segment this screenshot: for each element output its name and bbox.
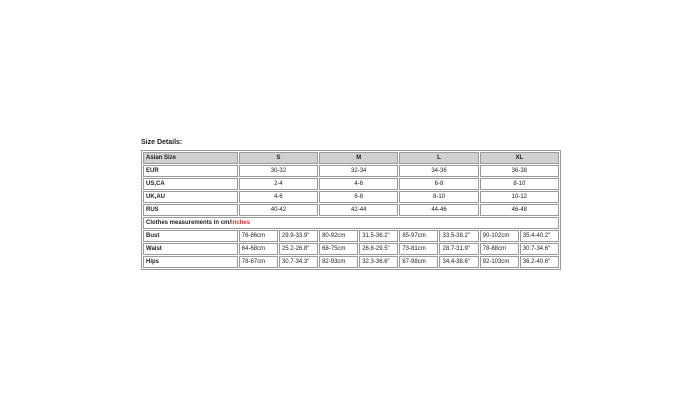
table-cell: 32-34: [319, 165, 398, 177]
cm-cell: 82-93cm: [319, 256, 358, 268]
table-cell: 42-44: [319, 204, 398, 216]
header-asian-size: Asian Size: [143, 152, 238, 164]
table-cell: 36-38: [480, 165, 559, 177]
cm-cell: 87-98cm: [399, 256, 438, 268]
table-row: [143, 165, 559, 177]
table-row: [143, 191, 559, 203]
table-row: [143, 204, 559, 216]
table-row: [143, 230, 559, 242]
cm-cell: 78-88cm: [480, 243, 519, 255]
section-prefix: Clothes measurements in cm/: [146, 220, 232, 226]
row-label: Bust: [143, 230, 238, 242]
row-label: Hips: [143, 256, 238, 268]
inch-cell: 28.7-31.9": [439, 243, 478, 255]
section-row: [143, 217, 559, 229]
inch-cell: 30.7-34.3": [279, 256, 318, 268]
header-row: [143, 152, 559, 164]
table-row: [143, 243, 559, 255]
table-cell: 4-6: [319, 178, 398, 190]
cm-cell: 68-75cm: [319, 243, 358, 255]
cm-cell: 78-87cm: [239, 256, 278, 268]
row-label: Waist: [143, 243, 238, 255]
cm-cell: 64-68cm: [239, 243, 278, 255]
cm-cell: 80-92cm: [319, 230, 358, 242]
row-label: EUR: [143, 165, 238, 177]
row-label: RUS: [143, 204, 238, 216]
table-cell: 8-10: [399, 191, 478, 203]
table-row: [143, 178, 559, 190]
row-label: UK,AU: [143, 191, 238, 203]
cm-cell: 85-97cm: [399, 230, 438, 242]
table-cell: 6-8: [319, 191, 398, 203]
measurements-section-label: [143, 217, 559, 229]
cm-cell: 92-103cm: [480, 256, 519, 268]
header-size-s: S: [239, 152, 318, 164]
header-size-l: L: [399, 152, 478, 164]
table-cell: 30-32: [239, 165, 318, 177]
inch-cell: 33.5-38.2": [439, 230, 478, 242]
size-details-block: [141, 138, 561, 270]
table-cell: 44-46: [399, 204, 478, 216]
table-row: [143, 256, 559, 268]
table-cell: 40-42: [239, 204, 318, 216]
row-label: US,CA: [143, 178, 238, 190]
inch-cell: 32.3-36.6": [359, 256, 398, 268]
inch-cell: 26.8-29.5": [359, 243, 398, 255]
inch-cell: 34.4-38.6": [439, 256, 478, 268]
table-cell: 34-36: [399, 165, 478, 177]
inch-cell: 29.9-33.9": [279, 230, 318, 242]
table-cell: 10-12: [480, 191, 559, 203]
inch-cell: 36.2-40.6": [520, 256, 559, 268]
inch-cell: 30.7-34.6": [520, 243, 559, 255]
header-size-m: M: [319, 152, 398, 164]
header-size-xl: XL: [480, 152, 559, 164]
inch-cell: 25.2-26.8": [279, 243, 318, 255]
size-chart-table: [141, 150, 561, 270]
table-cell: 46-48: [480, 204, 559, 216]
section-suffix-inches: inches: [231, 220, 251, 226]
cm-cell: 90-102cm: [480, 230, 519, 242]
cm-cell: 73-81cm: [399, 243, 438, 255]
inch-cell: 31.5-36.2": [359, 230, 398, 242]
size-details-title: Size Details:: [141, 139, 183, 146]
table-cell: 8-10: [480, 178, 559, 190]
inch-cell: 35.4-40.2": [520, 230, 559, 242]
table-cell: 4-6: [239, 191, 318, 203]
table-cell: 6-8: [399, 178, 478, 190]
cm-cell: 76-86cm: [239, 230, 278, 242]
table-cell: 2-4: [239, 178, 318, 190]
